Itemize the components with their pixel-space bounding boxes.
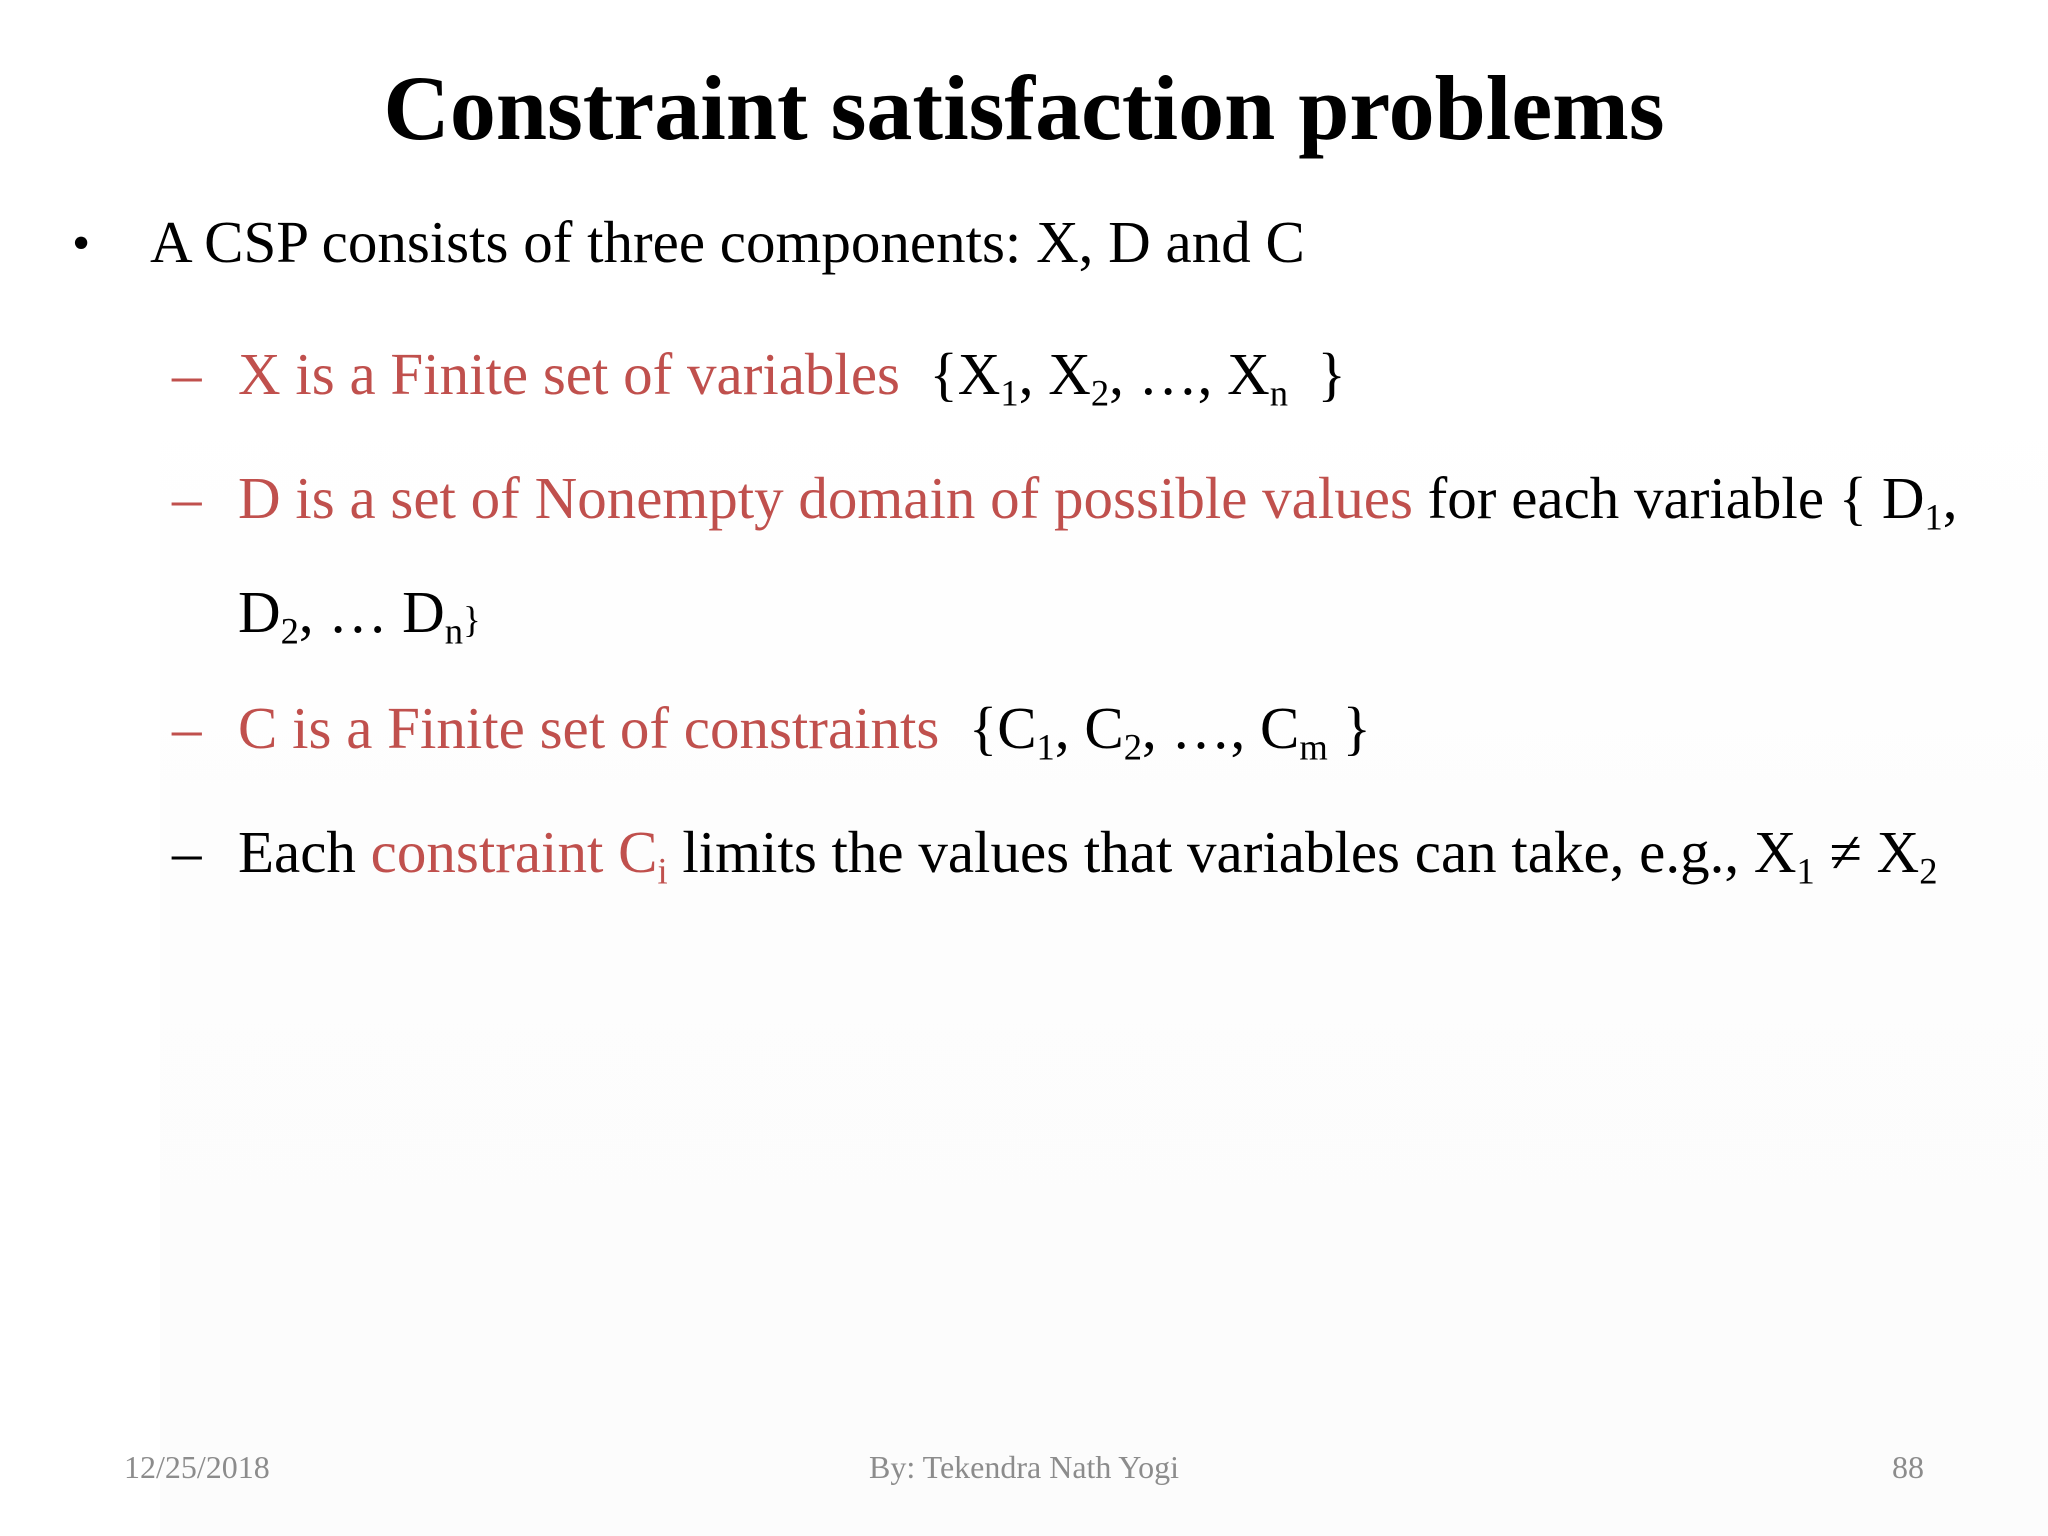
slide-title: Constraint satisfaction problems	[383, 57, 1665, 159]
constraints-definition: C is a Finite set of constraints	[238, 695, 940, 761]
sub-bullet-constraints	[238, 692, 1371, 768]
sub-bullet-dash: –	[172, 465, 202, 531]
footer-author: By: Tekendra Nath Yogi	[868, 1449, 1180, 1485]
sub-bullet-dash: –	[172, 341, 202, 407]
domains-definition: D is a set of Nonempty domain of possible values	[238, 465, 1413, 531]
sub-bullet-constraint-example: Each constraint $C_i$ limits the values that variables can take, e.g., $X_1 \ne X_2$	[238, 819, 1938, 892]
variables-definition: X is a Finite set of variables	[238, 341, 900, 407]
sub-bullet-variables	[238, 338, 1346, 414]
variables-set: {$X_1$, $X_2$, …, $X_n$ }	[929, 341, 1346, 414]
constraints-set: {$C_1$, $C_2$, …, $C_m$ }	[968, 695, 1371, 768]
bullet-text: A CSP consists of three components: X, D and C	[150, 209, 1305, 275]
domains-set-continued: $D_2$, … $D_n$}	[238, 579, 481, 652]
footer-date: 12/25/2018	[124, 1449, 270, 1485]
constraint-term: constraint $C_i$	[370, 819, 668, 892]
bullet-marker: •	[72, 215, 91, 272]
sub-bullet-dash: –	[172, 695, 202, 761]
domains-description: for each variable { $D_1$,	[1427, 465, 1958, 538]
sub-bullet-domains	[238, 462, 1958, 538]
slide-background-shade	[160, 380, 2048, 1536]
footer-page-number: 88	[1892, 1449, 1924, 1485]
sub-bullet-dash: –	[172, 819, 202, 885]
